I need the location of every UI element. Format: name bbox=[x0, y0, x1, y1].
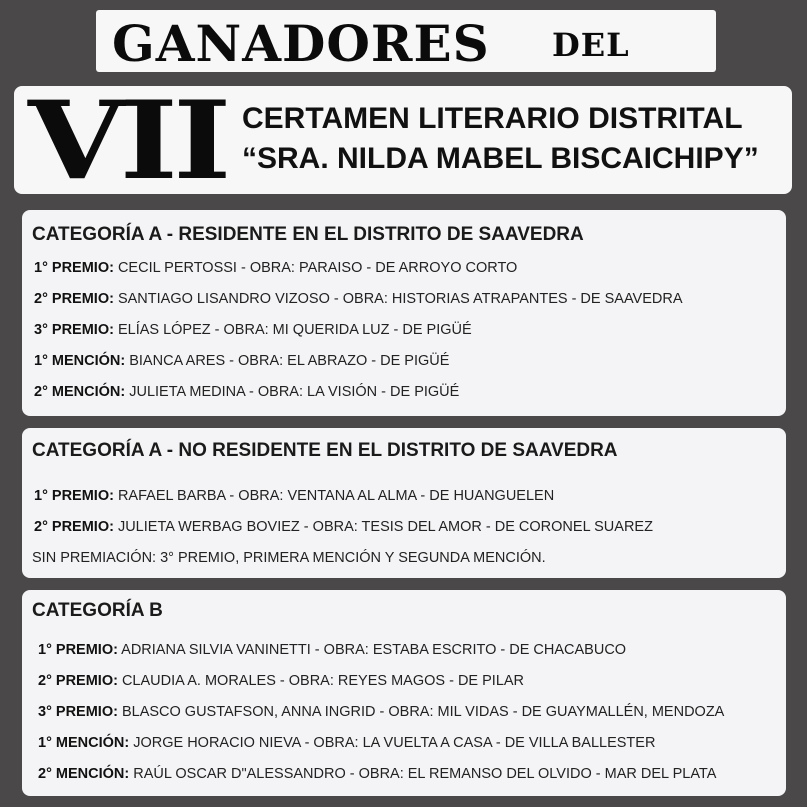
entry-text: JULIETA MEDINA - OBRA: LA VISIÓN - DE PIGÜÉ bbox=[129, 384, 460, 400]
entry-text: CLAUDIA A. MORALES - OBRA: REYES MAGOS - DE PILAR bbox=[121, 673, 525, 689]
section-heading: CATEGORÍA A - RESIDENTE EN EL DISTRITO DE SAAVEDRA bbox=[32, 224, 584, 245]
entry-label: 3° PREMIO: bbox=[38, 704, 118, 720]
list-item bbox=[34, 260, 517, 276]
entry-label: 1° PREMIO: bbox=[34, 488, 114, 504]
list-item bbox=[38, 673, 524, 689]
entry-label: 3° PREMIO: bbox=[34, 322, 114, 338]
title-banner bbox=[96, 10, 716, 72]
list-item bbox=[38, 766, 716, 782]
entry-label: 2° PREMIO: bbox=[34, 519, 114, 535]
no-award-note: SIN PREMIACIÓN: 3° PREMIO, PRIMERA MENCIÓN Y SEGUNDA MENCIÓN. bbox=[32, 550, 546, 566]
list-item bbox=[34, 384, 459, 400]
list-item bbox=[38, 642, 626, 658]
title-ganadores: GANADORES bbox=[112, 14, 490, 73]
entry-text: RAÚL OSCAR D"ALESSANDRO - OBRA: EL REMANSO DEL OLVIDO - MAR DEL PLATA bbox=[133, 766, 717, 782]
entry-text: BLASCO GUSTAFSON, ANNA INGRID - OBRA: MIL VIDAS - DE GUAYMALLÉN, MENDOZA bbox=[121, 704, 725, 720]
entry-label: 2° PREMIO: bbox=[38, 673, 118, 689]
entry-label: 1° PREMIO: bbox=[38, 642, 118, 658]
entry-label: 1° MENCIÓN: bbox=[34, 353, 126, 369]
section-heading: CATEGORÍA B bbox=[32, 600, 163, 621]
list-item bbox=[38, 704, 724, 720]
entry-label: 2° MENCIÓN: bbox=[34, 384, 126, 400]
contest-honoree: “SRA. NILDA MABEL BISCAICHIPY” bbox=[242, 142, 759, 175]
entry-label: 2° MENCIÓN: bbox=[38, 766, 130, 782]
entry-label: 2° PREMIO: bbox=[34, 291, 114, 307]
list-item bbox=[34, 488, 554, 504]
entry-text: SANTIAGO LISANDRO VIZOSO - OBRA: HISTORIAS ATRAPANTES - DE SAAVEDRA bbox=[117, 291, 683, 307]
entry-label: 1° PREMIO: bbox=[34, 260, 114, 276]
entry-label: 1° MENCIÓN: bbox=[38, 735, 130, 751]
entry-text: ELÍAS LÓPEZ - OBRA: MI QUERIDA LUZ - DE PIGÜÉ bbox=[117, 322, 472, 338]
section-category-a-non-resident bbox=[22, 428, 786, 578]
entry-text: ADRIANA SILVIA VANINETTI - OBRA: ESTABA ESCRITO - DE CHACABUCO bbox=[121, 642, 627, 658]
edition-numeral: VII bbox=[28, 78, 227, 204]
entry-text: BIANCA ARES - OBRA: EL ABRAZO - DE PIGÜÉ bbox=[129, 353, 450, 369]
list-item bbox=[34, 291, 683, 307]
entry-text: JORGE HORACIO NIEVA - OBRA: LA VUELTA A CASA - DE VILLA BALLESTER bbox=[133, 735, 656, 751]
list-item bbox=[38, 735, 655, 751]
section-category-b bbox=[22, 590, 786, 796]
entry-text: JULIETA WERBAG BOVIEZ - OBRA: TESIS DEL AMOR - DE CORONEL SUAREZ bbox=[117, 519, 653, 535]
section-heading: CATEGORÍA A - NO RESIDENTE EN EL DISTRITO DE SAAVEDRA bbox=[32, 440, 618, 461]
contest-name: CERTAMEN LITERARIO DISTRITAL bbox=[242, 102, 743, 135]
section-category-a-resident bbox=[22, 210, 786, 416]
entry-text: RAFAEL BARBA - OBRA: VENTANA AL ALMA - DE HUANGUELEN bbox=[117, 488, 555, 504]
entry-text: CECIL PERTOSSI - OBRA: PARAISO - DE ARROYO CORTO bbox=[117, 260, 518, 276]
contest-header bbox=[14, 78, 792, 204]
list-item bbox=[34, 353, 449, 369]
title-del: DEL bbox=[552, 26, 630, 64]
list-item bbox=[34, 322, 472, 338]
list-item bbox=[34, 519, 653, 535]
